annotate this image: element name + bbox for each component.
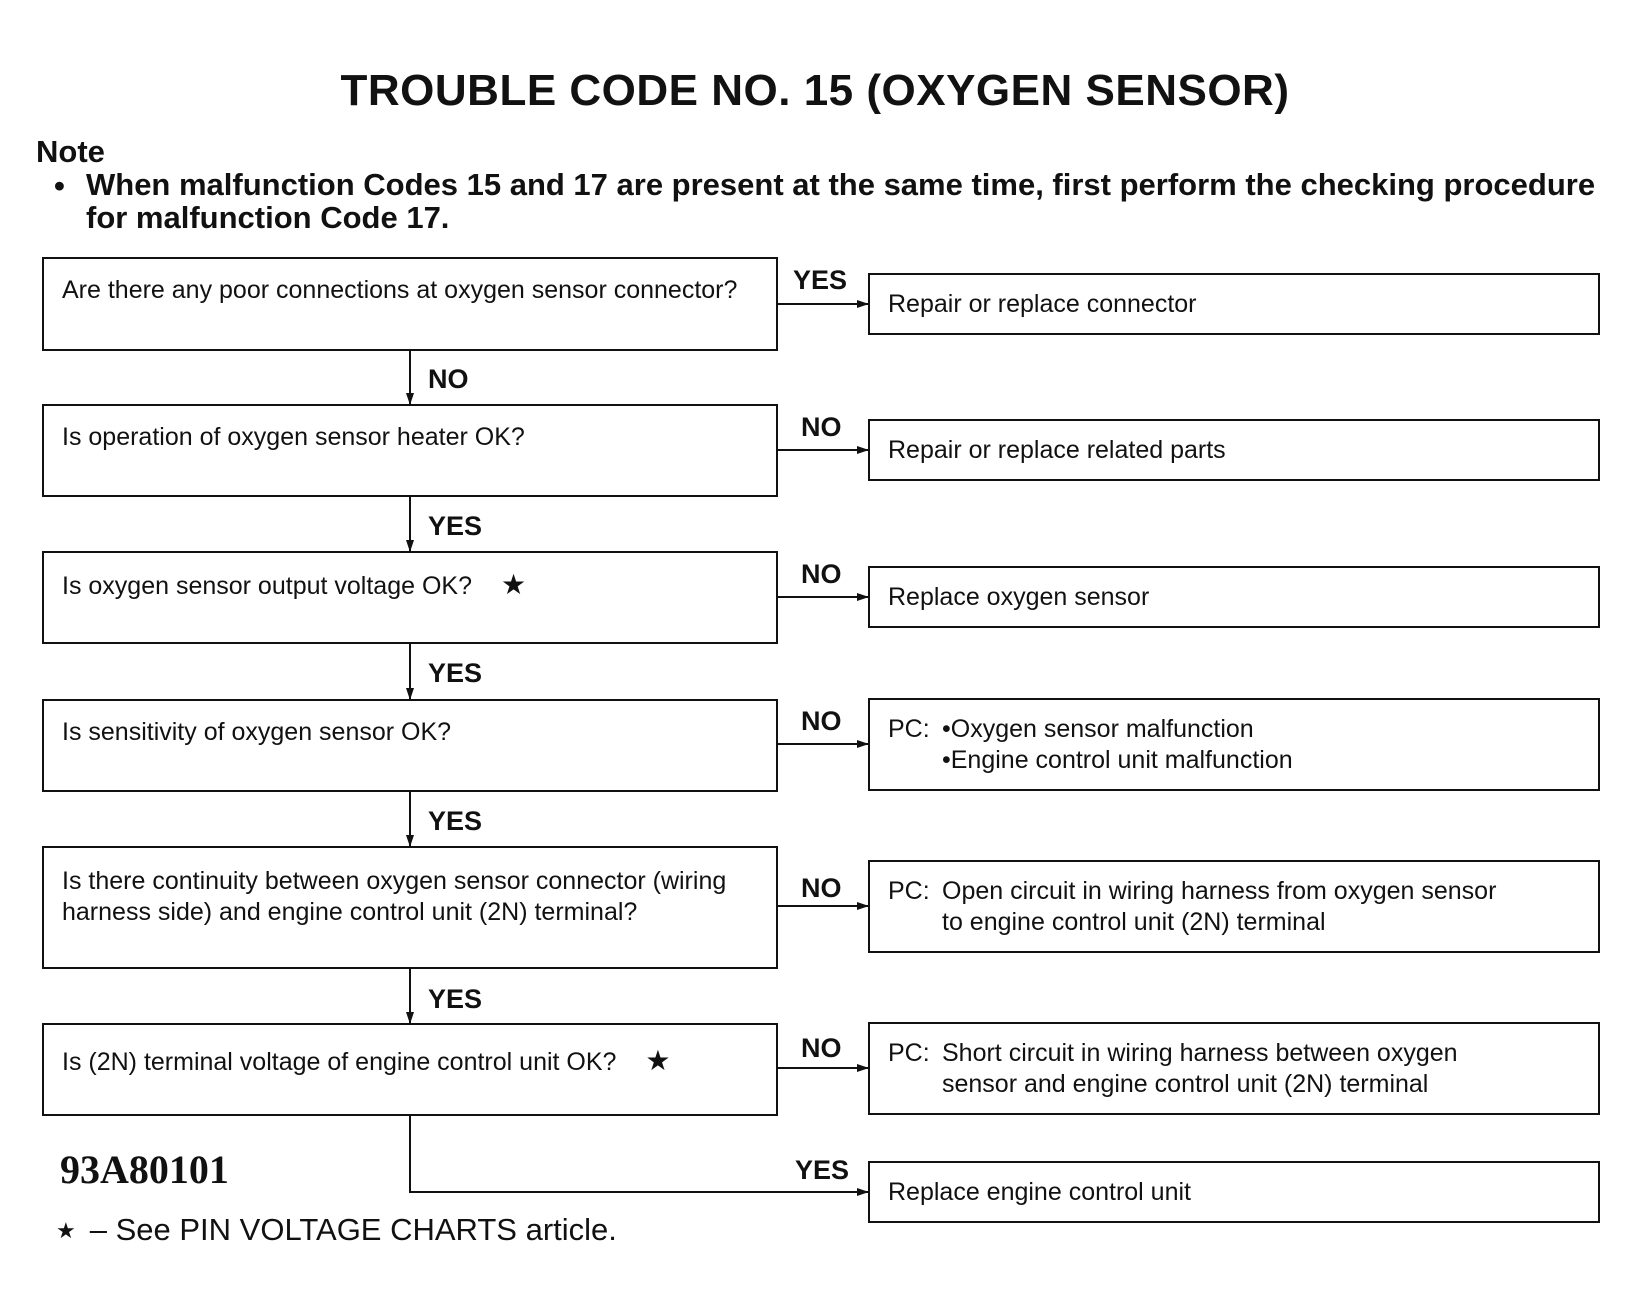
footnote	[56, 1212, 617, 1248]
page-title: TROUBLE CODE NO. 15 (OXYGEN SENSOR)	[340, 66, 1290, 115]
question-text-3: Is oxygen sensor output voltage OK?	[62, 572, 472, 600]
branch-label-1: YES	[793, 265, 848, 295]
action-line: Short circuit in wiring harness between oxygen	[942, 1038, 1458, 1067]
down-label-4: YES	[428, 806, 483, 836]
branch-label-final: YES	[795, 1155, 850, 1185]
star-icon: ★	[645, 1045, 671, 1076]
down-label-5: YES	[428, 984, 483, 1014]
action-box-4	[868, 698, 1600, 791]
question-box-6	[42, 1023, 778, 1116]
note-label: Note	[36, 134, 105, 169]
question-box-2	[42, 404, 778, 497]
question-text-1: Are there any poor connections at oxygen sensor connector?	[62, 276, 738, 304]
action-line: to engine control unit (2N) terminal	[942, 907, 1326, 936]
action-line: •Oxygen sensor malfunction	[942, 714, 1254, 743]
action-line: sensor and engine control unit (2N) terminal	[942, 1069, 1429, 1098]
question-box-5	[42, 846, 778, 969]
action-box-final	[868, 1161, 1600, 1223]
branch-label-2: NO	[801, 412, 842, 442]
action-line: •Engine control unit malfunction	[942, 745, 1293, 774]
footnote-text: – See PIN VOLTAGE CHARTS article.	[89, 1212, 617, 1247]
action-box-5	[868, 860, 1600, 953]
action-text-2: Repair or replace related parts	[888, 435, 1226, 464]
action-box-3	[868, 566, 1600, 628]
figure-code: 93A80101	[60, 1147, 229, 1192]
branch-label-4: NO	[801, 706, 842, 736]
action-box-6	[868, 1022, 1600, 1115]
action-box-2	[868, 419, 1600, 481]
branch-label-3: NO	[801, 559, 842, 589]
pc-label: PC:	[888, 876, 930, 905]
question-text-4: Is sensitivity of oxygen sensor OK?	[62, 718, 452, 746]
question-box-1	[42, 257, 778, 351]
down-label-3: YES	[428, 658, 483, 688]
question-text-2: Is operation of oxygen sensor heater OK?	[62, 423, 525, 451]
action-box-1	[868, 273, 1600, 335]
branch-label-5: NO	[801, 873, 842, 903]
pc-label: PC:	[888, 1038, 930, 1067]
question-box-4	[42, 699, 778, 792]
note-bullet: •	[54, 168, 65, 203]
note-text: When malfunction Codes 15 and 17 are present at the same time, first perform the checking procedure for malfunction Code 17.	[86, 167, 1596, 235]
branch-label-6: NO	[801, 1033, 842, 1063]
action-line: Open circuit in wiring harness from oxygen sensor	[942, 876, 1497, 905]
star-icon: ★	[56, 1218, 76, 1243]
action-text-1: Repair or replace connector	[888, 289, 1197, 318]
question-text-5: Is there continuity between oxygen sensor connector (wiring harness side) and engine control unit (2N) terminal?	[62, 867, 727, 926]
down-label-2: YES	[428, 511, 483, 541]
question-box-3	[42, 551, 778, 644]
star-icon: ★	[500, 569, 527, 600]
action-text-final: Replace engine control unit	[888, 1177, 1191, 1206]
down-label-1: NO	[428, 364, 469, 394]
action-text-3: Replace oxygen sensor	[888, 582, 1150, 611]
question-text-6: Is (2N) terminal voltage of engine control unit OK?	[62, 1048, 617, 1076]
pc-label: PC:	[888, 714, 930, 743]
